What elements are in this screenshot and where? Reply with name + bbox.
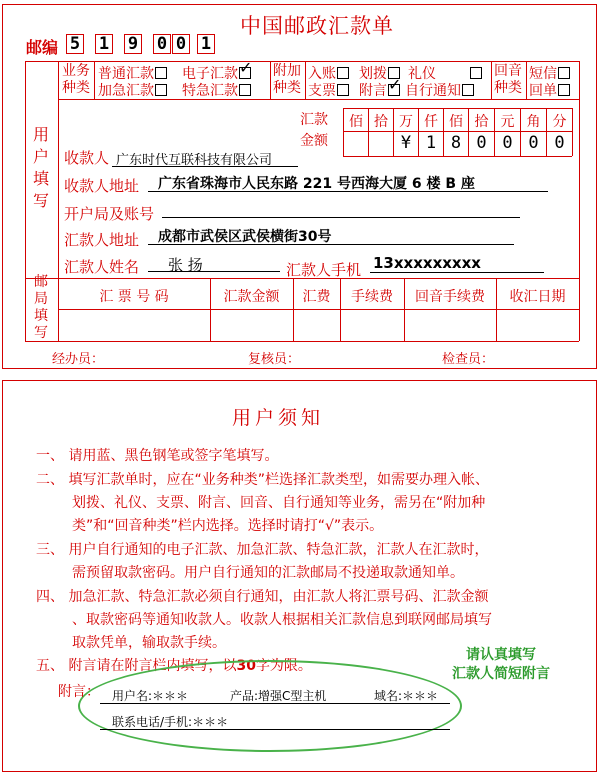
post-col-amount: 汇款金额: [223, 289, 280, 305]
memo-line[interactable]: [100, 729, 450, 730]
checkbox-checked[interactable]: [388, 75, 402, 96]
underline: [112, 166, 298, 167]
opt-special[interactable]: 特急汇款: [182, 80, 251, 100]
memo-line[interactable]: [100, 703, 450, 704]
post-col-reply-fee: 回音手续费: [415, 289, 485, 305]
amount-unit: 拾: [374, 114, 388, 130]
notice-line: 需预留取款密码。用户自行通知的汇款邮局不投递取款通知单。: [72, 565, 464, 581]
service-type-label: 业务 种类: [62, 63, 90, 96]
checkbox[interactable]: [462, 84, 474, 96]
form-title: 中国邮政汇款单: [240, 14, 394, 38]
divider: [305, 61, 306, 99]
payee-value[interactable]: 广东时代互联科技有限公司: [116, 153, 273, 168]
amount-unit: 拾: [474, 114, 489, 130]
amount-digit[interactable]: 8: [450, 133, 462, 153]
amount-unit: 角: [526, 114, 541, 130]
notice-line: 二、 填写汇款单时，应在“业务种类”栏选择汇款类型，如需要办理入帐、: [36, 472, 489, 488]
amount-unit: 万: [399, 114, 413, 130]
memo-product: 产品:增强C型主机: [230, 689, 327, 703]
extra-type-label: 附加 种类: [273, 63, 301, 96]
payee-address-label: 收款人地址: [64, 177, 140, 195]
checkbox[interactable]: [558, 84, 570, 96]
grid-bottom-line: [25, 341, 579, 342]
underline: [148, 191, 548, 192]
opt-account[interactable]: 入账: [308, 63, 349, 83]
remitter-name-value[interactable]: 张 扬: [168, 256, 203, 274]
opt-reply-slip[interactable]: 回单: [529, 80, 570, 100]
checkbox[interactable]: [337, 67, 349, 79]
checkmark-icon: ✓: [239, 58, 253, 77]
memo-username: 用户名:＊＊＊: [112, 689, 189, 703]
amount-unit: 仟: [424, 114, 438, 130]
opt-gift[interactable]: 礼仪: [408, 63, 482, 83]
char-limit: 30: [236, 658, 256, 674]
payee-address-value[interactable]: 广东省珠海市人民东路 221 号西海大厦 6 楼 B 座: [158, 176, 475, 192]
amount-grid-line: [343, 156, 572, 157]
checkbox[interactable]: [558, 67, 570, 79]
amount-digit[interactable]: 0: [554, 133, 565, 153]
notice-line: 一、 请用蓝、黑色钢笔或签字笔填写。: [36, 448, 279, 464]
notice-line: 三、 用户自行通知的电子汇款、加急汇款、特急汇款，汇款人在汇款时，: [36, 542, 489, 558]
post-col-draft-no: 汇 票 号 码: [99, 289, 169, 305]
clerk-label: 经办员：: [52, 352, 105, 367]
postcode-digit[interactable]: 9: [124, 34, 142, 54]
underline: [148, 271, 280, 272]
remitter-phone-label: 汇款人手机: [286, 261, 362, 279]
divider: [270, 61, 271, 99]
remitter-address-label: 汇款人地址: [64, 231, 140, 249]
memo-domain: 域名:＊＊＊: [374, 689, 439, 703]
postcode-label: 邮编: [26, 38, 59, 57]
checkbox-checked[interactable]: [239, 58, 253, 79]
grid-top-line: [25, 61, 579, 62]
amount-digit[interactable]: 1: [425, 133, 437, 153]
opt-sms[interactable]: 短信: [529, 63, 570, 83]
reviewer-label: 复核员：: [248, 352, 301, 367]
divider: [526, 61, 527, 99]
green-hint: 请认真填写 汇款人简短附言: [452, 647, 550, 682]
opt-cheque[interactable]: 支票: [308, 80, 349, 100]
amount-grid-line: [572, 108, 573, 156]
side-label-user: 用 户 填 写: [32, 125, 49, 210]
notice-line: 取款凭单，输取款手续。: [72, 635, 226, 651]
post-col-handling: 手续费: [351, 289, 393, 305]
opt-urgent[interactable]: 加急汇款: [98, 80, 167, 100]
amount-digit[interactable]: 0: [476, 133, 487, 153]
opt-transfer[interactable]: 划拨: [359, 63, 400, 83]
divider: [491, 61, 492, 99]
amount-label: 汇款 金额: [300, 112, 328, 149]
remitter-phone-value[interactable]: 13xxxxxxxxx: [373, 254, 481, 272]
opt-memo[interactable]: 附言 ✓: [359, 75, 402, 99]
amount-unit: 分: [552, 114, 567, 130]
opt-electronic[interactable]: 电子汇款 ✓: [182, 58, 253, 82]
underline: [370, 272, 544, 273]
amount-digit[interactable]: 0: [502, 133, 513, 153]
post-col-date: 收汇日期: [509, 289, 566, 305]
memo-highlight-ellipse: [78, 660, 462, 752]
opt-normal[interactable]: 普通汇款: [98, 63, 167, 83]
amount-grid-line: [343, 108, 572, 109]
amount-unit: 元: [500, 114, 515, 130]
postcode-digit[interactable]: 5: [66, 34, 84, 54]
checkbox[interactable]: [155, 84, 167, 96]
memo-phone: 联系电话/手机:＊＊＊: [112, 715, 229, 729]
checkbox[interactable]: [239, 84, 251, 96]
postcode-digit[interactable]: 0: [153, 34, 171, 54]
post-col-fee: 汇费: [302, 289, 331, 305]
underline: [148, 244, 514, 245]
checkbox[interactable]: [155, 67, 167, 79]
reply-type-label: 回音 种类: [494, 63, 522, 96]
grid-left-line: [25, 61, 26, 341]
post-header-line: [58, 309, 579, 310]
checkbox[interactable]: [470, 67, 482, 79]
amount-unit: 佰: [349, 114, 363, 130]
checkmark-icon: ✓: [388, 75, 402, 94]
notice-line: 四、 加急汇款、特急汇款必须自行通知，由汇款人将汇票号码、汇款金额: [36, 589, 489, 605]
amount-grid-line: [343, 131, 572, 132]
bank-account-label: 开户局及账号: [64, 205, 155, 223]
payee-label: 收款人: [64, 149, 110, 167]
notice-line: 、取款密码等通知收款人。收款人根据相关汇款信息到联网邮局填写: [72, 612, 492, 628]
postcode-digit[interactable]: 1: [95, 34, 113, 54]
inspector-label: 检查员：: [442, 352, 495, 367]
side-label-post: 邮 局 填 写: [34, 274, 48, 341]
bank-account-field[interactable]: [162, 217, 520, 218]
notice-line: 类”和“回音种类”栏内选择。选择时请打“√”表示。: [72, 518, 384, 534]
amount-digit[interactable]: ¥: [400, 133, 412, 153]
notice-line: 划拨、礼仪、支票、附言、回音、自行通知等业务，需另在“附加种: [72, 495, 486, 511]
opt-self-notify[interactable]: 自行通知: [405, 80, 474, 100]
divider: [94, 61, 95, 99]
amount-digit[interactable]: 0: [528, 133, 539, 153]
notice-line: 五、 附言请在附言栏内填写，以30字为限。: [36, 658, 312, 674]
remitter-address-value[interactable]: 成都市武侯区武侯横街30号: [158, 229, 332, 245]
amount-unit: 佰: [449, 114, 463, 130]
postcode-digit[interactable]: 1: [197, 34, 215, 54]
notice-title: 用户须知: [232, 407, 325, 429]
checkbox[interactable]: [337, 84, 349, 96]
remitter-name-label: 汇款人姓名: [64, 258, 140, 276]
grid-right-line: [579, 61, 580, 341]
postcode-digit[interactable]: 0: [172, 34, 190, 54]
memo-label: 附言：: [58, 684, 100, 700]
